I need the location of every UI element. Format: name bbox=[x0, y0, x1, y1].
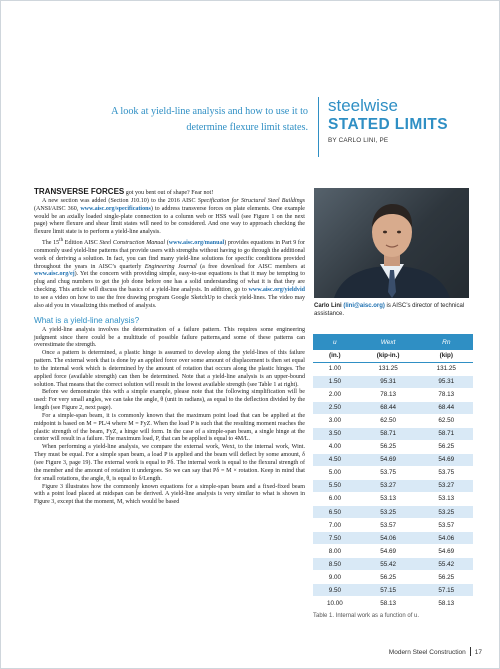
section-subhead: What is a yield-line analysis? bbox=[34, 315, 140, 325]
table-cell: 53.13 bbox=[420, 492, 473, 505]
table-row bbox=[313, 362, 473, 375]
table-cell: 9.00 bbox=[313, 571, 357, 584]
unit-kip: (kip) bbox=[420, 350, 473, 362]
body-paragraph: For a simple-span beam, it is commonly known that the maximum point load that can be applied at the midpoint is based on M = PL/4 where M = FyZ. When the load P is such that the resulting moment reaches the plastic strength of the beam, FyZ, a hinge will form. In the case of a simple-span beam, a single hinge at the center will result in a failure. The maximum load, P, that can be applied is equal to 4M/L. bbox=[34, 412, 305, 443]
table-cell: 1.00 bbox=[313, 362, 357, 375]
table-cell: 53.25 bbox=[357, 506, 420, 519]
author-email-link[interactable]: (lini@aisc.org) bbox=[343, 303, 385, 309]
table-cell: 56.25 bbox=[357, 440, 420, 453]
table-row bbox=[313, 401, 473, 414]
table-cell: 6.00 bbox=[313, 492, 357, 505]
photo-caption: Carlo Lini (lini@aisc.org) is AISC’s director of technical assistance. bbox=[314, 303, 465, 317]
table-cell: 8.50 bbox=[313, 558, 357, 571]
table-cell: 54.69 bbox=[420, 453, 473, 466]
article-body bbox=[34, 188, 305, 507]
table-cell: 57.15 bbox=[357, 584, 420, 597]
table-cell: 7.50 bbox=[313, 532, 357, 545]
article-lede: A look at yield-line analysis and how to use it to determine flexure limit states. bbox=[111, 106, 308, 133]
table-caption: Table 1. Internal work as a function of u. bbox=[313, 613, 420, 620]
specifications-link[interactable]: www.aisc.org/specifications bbox=[80, 205, 151, 212]
body-paragraph: Once a pattern is determined, a plastic hinge is assumed to develop along the yield-lines of this failure pattern. The external work that is done by an applied force over some amount of displacement is then set equal to the internal work which is determined by the amount of rotation that occurs along the plastic hinges. The applied force (available strength) can then be determined. Note that a yield-line analysis is an upper-bound solution. That means that the correct solution will result in the lowest available strength (see Table 1 at right). bbox=[34, 350, 305, 388]
unit-in: (in.) bbox=[313, 350, 357, 362]
table-cell: 54.69 bbox=[357, 545, 420, 558]
body-paragraph: Figure 3 illustrates how the commonly known equations for a simple-span beam and a fixed-fixed beam with a point load placed at midspan can be derived. A yield-line analysis is very similar to what is shown in Figure 3, except that the moment, M, which would be based bbox=[34, 483, 305, 506]
table-row bbox=[313, 375, 473, 388]
header-u: u bbox=[313, 334, 357, 350]
table-cell: 5.00 bbox=[313, 466, 357, 479]
ej-link[interactable]: www.aisc.org/ej bbox=[34, 271, 75, 278]
table-cell: 3.00 bbox=[313, 414, 357, 427]
table-cell: 58.71 bbox=[357, 427, 420, 440]
footer-divider bbox=[470, 647, 471, 656]
article-title: STATED LIMITS bbox=[328, 116, 449, 133]
table-row bbox=[313, 440, 473, 453]
table-row bbox=[313, 519, 473, 532]
table-cell: 53.25 bbox=[420, 506, 473, 519]
table-cell: 62.50 bbox=[357, 414, 420, 427]
table-row bbox=[313, 388, 473, 401]
table-row bbox=[313, 414, 473, 427]
header-wext: Wext bbox=[357, 334, 420, 350]
table-row bbox=[313, 597, 473, 610]
table-cell: 54.69 bbox=[357, 453, 420, 466]
internal-work-table bbox=[313, 334, 473, 610]
table-row bbox=[313, 427, 473, 440]
table-cell: 53.27 bbox=[357, 479, 420, 492]
table-cell: 4.50 bbox=[313, 453, 357, 466]
table-cell: 55.42 bbox=[357, 558, 420, 571]
table-cell: 95.31 bbox=[357, 375, 420, 388]
table-cell: 78.13 bbox=[357, 388, 420, 401]
table-row bbox=[313, 558, 473, 571]
yieldvid-link[interactable]: www.aisc.org/yieldvid bbox=[248, 287, 305, 294]
table-cell: 2.00 bbox=[313, 388, 357, 401]
author-name: Carlo Lini bbox=[314, 303, 342, 309]
table-cell: 55.42 bbox=[420, 558, 473, 571]
table-cell: 2.50 bbox=[313, 401, 357, 414]
table-cell: 8.00 bbox=[313, 545, 357, 558]
table-row bbox=[313, 506, 473, 519]
body-paragraph: A yield-line analysis involves the determination of a failure pattern. This requires some engineering judgment since there could be a multitude of possible failure patterns,and some of these patterns can overestimate the strength. bbox=[34, 326, 305, 349]
table-cell: 62.50 bbox=[420, 414, 473, 427]
table-cell: 131.25 bbox=[420, 362, 473, 375]
body-paragraph: A new section was added (Section J10.10) to the 2016 AISC Specification for Structural Steel Buildings (ANSI/AISC 360, www.aisc.org/specifications) to address transverse forces on plate elements. One example would be an axially loaded single-plate connection to a column web or HSS wall (see Figure 1 on the next page) where flexure and shear limit states will need to be considered. And one way to approach checking the flexure limit state is to perform a yield-line analysis. bbox=[34, 197, 305, 236]
table-row bbox=[313, 545, 473, 558]
body-paragraph: When performing a yield-line analysis, we compare the external work, Wext, to the internal work, Wint. They must be equal. For a simple span beam, a load P is applied and the beam will deflect by some amount, δ (see Figure 3, page 19). The external work is equal to Pδ. The internal work is equal to the flexural strength of the member and the amount of rotation it undergoes. So we can say that Pδ = M × rotation. Keep in mind that for small rotations, the angle, θ, is equal to δ/Length. bbox=[34, 444, 305, 482]
header-rn: Rn bbox=[420, 334, 473, 350]
intro-paragraph: TRANSVERSE FORCES got you bent out of shape? Fear not! bbox=[34, 187, 214, 196]
manual-link[interactable]: www.aisc.org/manual bbox=[168, 240, 225, 247]
table-cell: 95.31 bbox=[420, 375, 473, 388]
table-cell: 54.06 bbox=[357, 532, 420, 545]
table-cell: 58.71 bbox=[420, 427, 473, 440]
table-cell: 53.75 bbox=[357, 466, 420, 479]
table-cell: 58.13 bbox=[420, 597, 473, 610]
page-footer bbox=[389, 647, 482, 656]
magazine-name: Modern Steel Construction bbox=[388, 649, 466, 656]
table-row bbox=[313, 571, 473, 584]
table-cell: 78.13 bbox=[420, 388, 473, 401]
table-row bbox=[313, 532, 473, 545]
table-cell: 3.50 bbox=[313, 427, 357, 440]
table-cell: 4.00 bbox=[313, 440, 357, 453]
author-photo bbox=[314, 188, 469, 298]
table-cell: 54.06 bbox=[420, 532, 473, 545]
table-row bbox=[313, 466, 473, 479]
body-paragraph: The 15th Edition AISC Steel Construction Manual (www.aisc.org/manual) provides equations in Part 9 for commonly used yield-line patterns that provide users with strengths without having to go through the additional work of deriving a solution. In fact, you can find many yield-line solutions for specific conditions provided throughout the years in AISC’s quarterly Engineering Journal (a free download for AISC members at www.aisc.org/ej). Yet the concern with providing simple, easy-to-use equations is that it may be tempting to plug and chug numbers to get the job done before one has a solid understanding of what it is that they are checking. This article will discuss the basics of a yield-line analysis. In addition, go to www.aisc.org/yieldvid to see a video on how to use the free drawing program Google SketchUp to check yield-lines. The video may also aid you in visualizing this method of analysis. bbox=[34, 238, 306, 309]
table-cell: 5.50 bbox=[313, 479, 357, 492]
lead-in: TRANSVERSE FORCES bbox=[34, 187, 125, 196]
table-cell: 10.00 bbox=[313, 597, 357, 610]
page-number: 17 bbox=[474, 649, 482, 656]
table-cell: 53.27 bbox=[420, 479, 473, 492]
table-cell: 56.25 bbox=[420, 440, 473, 453]
table-cell: 57.15 bbox=[420, 584, 473, 597]
table-cell: 131.25 bbox=[357, 362, 420, 375]
table-1 bbox=[313, 334, 473, 619]
byline: BY CARLO LINI, PE bbox=[328, 137, 389, 144]
body-paragraph: Before we demonstrate this with a simple example, please note that the following simplification will be used: For very small angles, we can take the angle, θ (unit in radians), as equal to the deflection divided by the length (see Figure 2, next page). bbox=[34, 389, 305, 412]
unit-kip-in: (kip-in.) bbox=[357, 350, 420, 362]
table-cell: 58.13 bbox=[357, 597, 420, 610]
table-row bbox=[313, 479, 473, 492]
author-portrait-illustration bbox=[314, 188, 469, 298]
table-cell: 1.50 bbox=[313, 375, 357, 388]
table-cell: 53.57 bbox=[357, 519, 420, 532]
table-cell: 6.50 bbox=[313, 506, 357, 519]
table-cell: 56.25 bbox=[420, 571, 473, 584]
article-header bbox=[328, 96, 488, 144]
table-cell: 53.13 bbox=[357, 492, 420, 505]
table-cell: 53.75 bbox=[420, 466, 473, 479]
table-cell: 53.57 bbox=[420, 519, 473, 532]
table-cell: 56.25 bbox=[357, 571, 420, 584]
table-cell: 9.50 bbox=[313, 584, 357, 597]
table-row bbox=[313, 492, 473, 505]
table-cell: 7.00 bbox=[313, 519, 357, 532]
table-row bbox=[313, 584, 473, 597]
column-kicker: steelwise bbox=[328, 96, 398, 115]
table-cell: 68.44 bbox=[357, 401, 420, 414]
header-divider bbox=[318, 97, 319, 157]
table-cell: 54.69 bbox=[420, 545, 473, 558]
table-cell: 68.44 bbox=[420, 401, 473, 414]
table-row bbox=[313, 453, 473, 466]
